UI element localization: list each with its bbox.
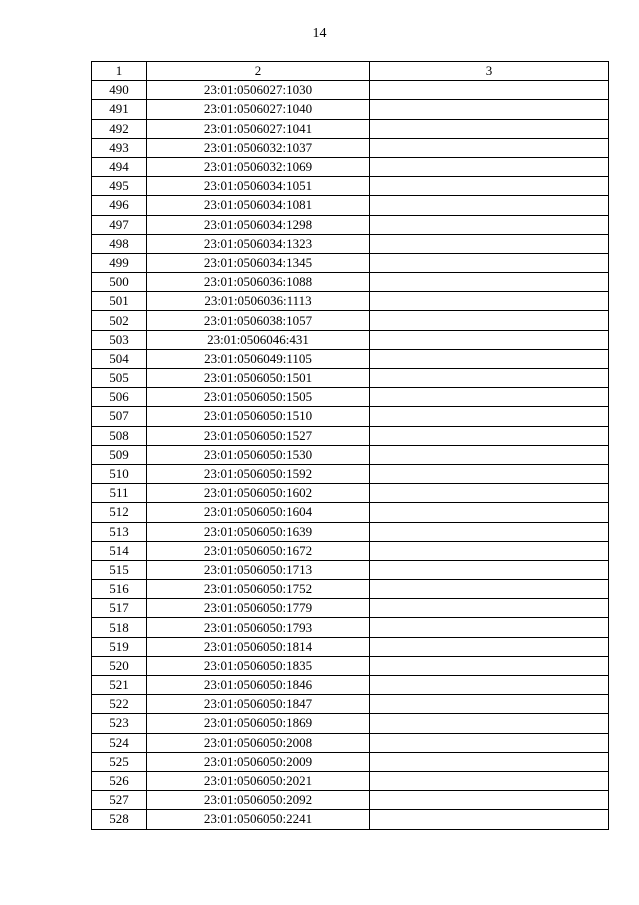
row-number-cell: 497 bbox=[92, 215, 147, 234]
table-row bbox=[92, 484, 609, 503]
cadastral-number-cell: 23:01:0506050:1752 bbox=[147, 580, 370, 599]
row-number-cell: 494 bbox=[92, 157, 147, 176]
row-number-cell: 501 bbox=[92, 292, 147, 311]
table-row bbox=[92, 81, 609, 100]
table-row bbox=[92, 407, 609, 426]
cadastral-number-cell: 23:01:0506034:1323 bbox=[147, 234, 370, 253]
table-row bbox=[92, 464, 609, 483]
table-header bbox=[92, 62, 609, 81]
table-row bbox=[92, 656, 609, 675]
header-col-2: 2 bbox=[147, 62, 370, 81]
cadastral-number-cell: 23:01:0506050:1846 bbox=[147, 676, 370, 695]
row-number-cell: 495 bbox=[92, 177, 147, 196]
cadastral-number-cell: 23:01:0506050:1779 bbox=[147, 599, 370, 618]
registry-table bbox=[91, 61, 609, 830]
cadastral-number-cell: 23:01:0506050:1530 bbox=[147, 445, 370, 464]
row-number-cell: 526 bbox=[92, 771, 147, 790]
table-body bbox=[92, 81, 609, 829]
cadastral-number-cell: 23:01:0506036:1113 bbox=[147, 292, 370, 311]
row-number-cell: 527 bbox=[92, 791, 147, 810]
cadastral-number-cell: 23:01:0506050:1835 bbox=[147, 656, 370, 675]
cadastral-number-cell: 23:01:0506050:1510 bbox=[147, 407, 370, 426]
row-number-cell: 508 bbox=[92, 426, 147, 445]
header-col-1: 1 bbox=[92, 62, 147, 81]
table-row bbox=[92, 369, 609, 388]
table-row bbox=[92, 676, 609, 695]
cadastral-number-cell: 23:01:0506050:1793 bbox=[147, 618, 370, 637]
row-number-cell: 509 bbox=[92, 445, 147, 464]
table-row bbox=[92, 234, 609, 253]
row-number-cell: 528 bbox=[92, 810, 147, 829]
note-cell bbox=[370, 771, 609, 790]
note-cell bbox=[370, 349, 609, 368]
table-row bbox=[92, 311, 609, 330]
row-number-cell: 502 bbox=[92, 311, 147, 330]
note-cell bbox=[370, 273, 609, 292]
note-cell bbox=[370, 388, 609, 407]
note-cell bbox=[370, 369, 609, 388]
row-number-cell: 492 bbox=[92, 119, 147, 138]
row-number-cell: 499 bbox=[92, 253, 147, 272]
row-number-cell: 512 bbox=[92, 503, 147, 522]
cadastral-number-cell: 23:01:0506050:2241 bbox=[147, 810, 370, 829]
page-number: 14 bbox=[312, 26, 327, 41]
row-number-cell: 513 bbox=[92, 522, 147, 541]
note-cell bbox=[370, 752, 609, 771]
row-number-cell: 520 bbox=[92, 656, 147, 675]
note-cell bbox=[370, 119, 609, 138]
note-cell bbox=[370, 503, 609, 522]
table-row bbox=[92, 580, 609, 599]
cadastral-number-cell: 23:01:0506050:2009 bbox=[147, 752, 370, 771]
table-row bbox=[92, 215, 609, 234]
note-cell bbox=[370, 330, 609, 349]
row-number-cell: 507 bbox=[92, 407, 147, 426]
note-cell bbox=[370, 215, 609, 234]
cadastral-number-cell: 23:01:0506050:1869 bbox=[147, 714, 370, 733]
row-number-cell: 525 bbox=[92, 752, 147, 771]
table-row bbox=[92, 177, 609, 196]
table-row bbox=[92, 503, 609, 522]
note-cell bbox=[370, 560, 609, 579]
note-cell bbox=[370, 445, 609, 464]
row-number-cell: 496 bbox=[92, 196, 147, 215]
cadastral-number-cell: 23:01:0506050:2008 bbox=[147, 733, 370, 752]
note-cell bbox=[370, 695, 609, 714]
cadastral-number-cell: 23:01:0506027:1040 bbox=[147, 100, 370, 119]
row-number-cell: 516 bbox=[92, 580, 147, 599]
cadastral-number-cell: 23:01:0506050:1847 bbox=[147, 695, 370, 714]
note-cell bbox=[370, 656, 609, 675]
note-cell bbox=[370, 637, 609, 656]
row-number-cell: 515 bbox=[92, 560, 147, 579]
cadastral-number-cell: 23:01:0506050:2021 bbox=[147, 771, 370, 790]
table-row bbox=[92, 157, 609, 176]
note-cell bbox=[370, 791, 609, 810]
header-col-3: 3 bbox=[370, 62, 609, 81]
note-cell bbox=[370, 196, 609, 215]
row-number-cell: 510 bbox=[92, 464, 147, 483]
table-row bbox=[92, 637, 609, 656]
cadastral-number-cell: 23:01:0506050:1505 bbox=[147, 388, 370, 407]
cadastral-number-cell: 23:01:0506034:1298 bbox=[147, 215, 370, 234]
note-cell bbox=[370, 810, 609, 829]
cadastral-number-cell: 23:01:0506046:431 bbox=[147, 330, 370, 349]
cadastral-number-cell: 23:01:0506050:1501 bbox=[147, 369, 370, 388]
table-row bbox=[92, 330, 609, 349]
note-cell bbox=[370, 177, 609, 196]
note-cell bbox=[370, 618, 609, 637]
row-number-cell: 491 bbox=[92, 100, 147, 119]
table-row bbox=[92, 253, 609, 272]
note-cell bbox=[370, 234, 609, 253]
cadastral-number-cell: 23:01:0506049:1105 bbox=[147, 349, 370, 368]
cadastral-number-cell: 23:01:0506032:1037 bbox=[147, 138, 370, 157]
row-number-cell: 505 bbox=[92, 369, 147, 388]
note-cell bbox=[370, 426, 609, 445]
note-cell bbox=[370, 81, 609, 100]
note-cell bbox=[370, 676, 609, 695]
table-row bbox=[92, 426, 609, 445]
row-number-cell: 523 bbox=[92, 714, 147, 733]
table-row bbox=[92, 560, 609, 579]
table-row bbox=[92, 273, 609, 292]
table-row bbox=[92, 388, 609, 407]
row-number-cell: 504 bbox=[92, 349, 147, 368]
row-number-cell: 493 bbox=[92, 138, 147, 157]
table-row bbox=[92, 119, 609, 138]
note-cell bbox=[370, 522, 609, 541]
table-row bbox=[92, 349, 609, 368]
note-cell bbox=[370, 714, 609, 733]
row-number-cell: 524 bbox=[92, 733, 147, 752]
cadastral-number-cell: 23:01:0506027:1030 bbox=[147, 81, 370, 100]
cadastral-number-cell: 23:01:0506050:1602 bbox=[147, 484, 370, 503]
note-cell bbox=[370, 599, 609, 618]
cadastral-number-cell: 23:01:0506050:1604 bbox=[147, 503, 370, 522]
cadastral-number-cell: 23:01:0506050:1672 bbox=[147, 541, 370, 560]
row-number-cell: 498 bbox=[92, 234, 147, 253]
note-cell bbox=[370, 733, 609, 752]
row-number-cell: 490 bbox=[92, 81, 147, 100]
cadastral-number-cell: 23:01:0506050:1592 bbox=[147, 464, 370, 483]
note-cell bbox=[370, 464, 609, 483]
cadastral-number-cell: 23:01:0506050:1527 bbox=[147, 426, 370, 445]
table-row bbox=[92, 752, 609, 771]
table-row bbox=[92, 618, 609, 637]
note-cell bbox=[370, 541, 609, 560]
note-cell bbox=[370, 138, 609, 157]
row-number-cell: 511 bbox=[92, 484, 147, 503]
cadastral-number-cell: 23:01:0506050:1814 bbox=[147, 637, 370, 656]
cadastral-number-cell: 23:01:0506034:1051 bbox=[147, 177, 370, 196]
cadastral-number-cell: 23:01:0506034:1345 bbox=[147, 253, 370, 272]
note-cell bbox=[370, 157, 609, 176]
cadastral-number-cell: 23:01:0506036:1088 bbox=[147, 273, 370, 292]
table-row bbox=[92, 771, 609, 790]
row-number-cell: 500 bbox=[92, 273, 147, 292]
cadastral-number-cell: 23:01:0506050:1639 bbox=[147, 522, 370, 541]
row-number-cell: 514 bbox=[92, 541, 147, 560]
table-row bbox=[92, 522, 609, 541]
row-number-cell: 521 bbox=[92, 676, 147, 695]
table-row bbox=[92, 791, 609, 810]
note-cell bbox=[370, 484, 609, 503]
table-row bbox=[92, 599, 609, 618]
table-row bbox=[92, 100, 609, 119]
cadastral-number-cell: 23:01:0506050:2092 bbox=[147, 791, 370, 810]
cadastral-number-cell: 23:01:0506050:1713 bbox=[147, 560, 370, 579]
note-cell bbox=[370, 253, 609, 272]
table-row bbox=[92, 196, 609, 215]
table-row bbox=[92, 445, 609, 464]
row-number-cell: 517 bbox=[92, 599, 147, 618]
note-cell bbox=[370, 407, 609, 426]
note-cell bbox=[370, 311, 609, 330]
header-row bbox=[92, 62, 609, 81]
row-number-cell: 518 bbox=[92, 618, 147, 637]
table-row bbox=[92, 733, 609, 752]
row-number-cell: 519 bbox=[92, 637, 147, 656]
row-number-cell: 522 bbox=[92, 695, 147, 714]
note-cell bbox=[370, 100, 609, 119]
table-row bbox=[92, 810, 609, 829]
row-number-cell: 506 bbox=[92, 388, 147, 407]
cadastral-number-cell: 23:01:0506038:1057 bbox=[147, 311, 370, 330]
table-row bbox=[92, 138, 609, 157]
cadastral-number-cell: 23:01:0506032:1069 bbox=[147, 157, 370, 176]
note-cell bbox=[370, 292, 609, 311]
table-row bbox=[92, 292, 609, 311]
note-cell bbox=[370, 580, 609, 599]
cadastral-number-cell: 23:01:0506034:1081 bbox=[147, 196, 370, 215]
table-row bbox=[92, 714, 609, 733]
table-row bbox=[92, 541, 609, 560]
table-row bbox=[92, 695, 609, 714]
cadastral-number-cell: 23:01:0506027:1041 bbox=[147, 119, 370, 138]
row-number-cell: 503 bbox=[92, 330, 147, 349]
